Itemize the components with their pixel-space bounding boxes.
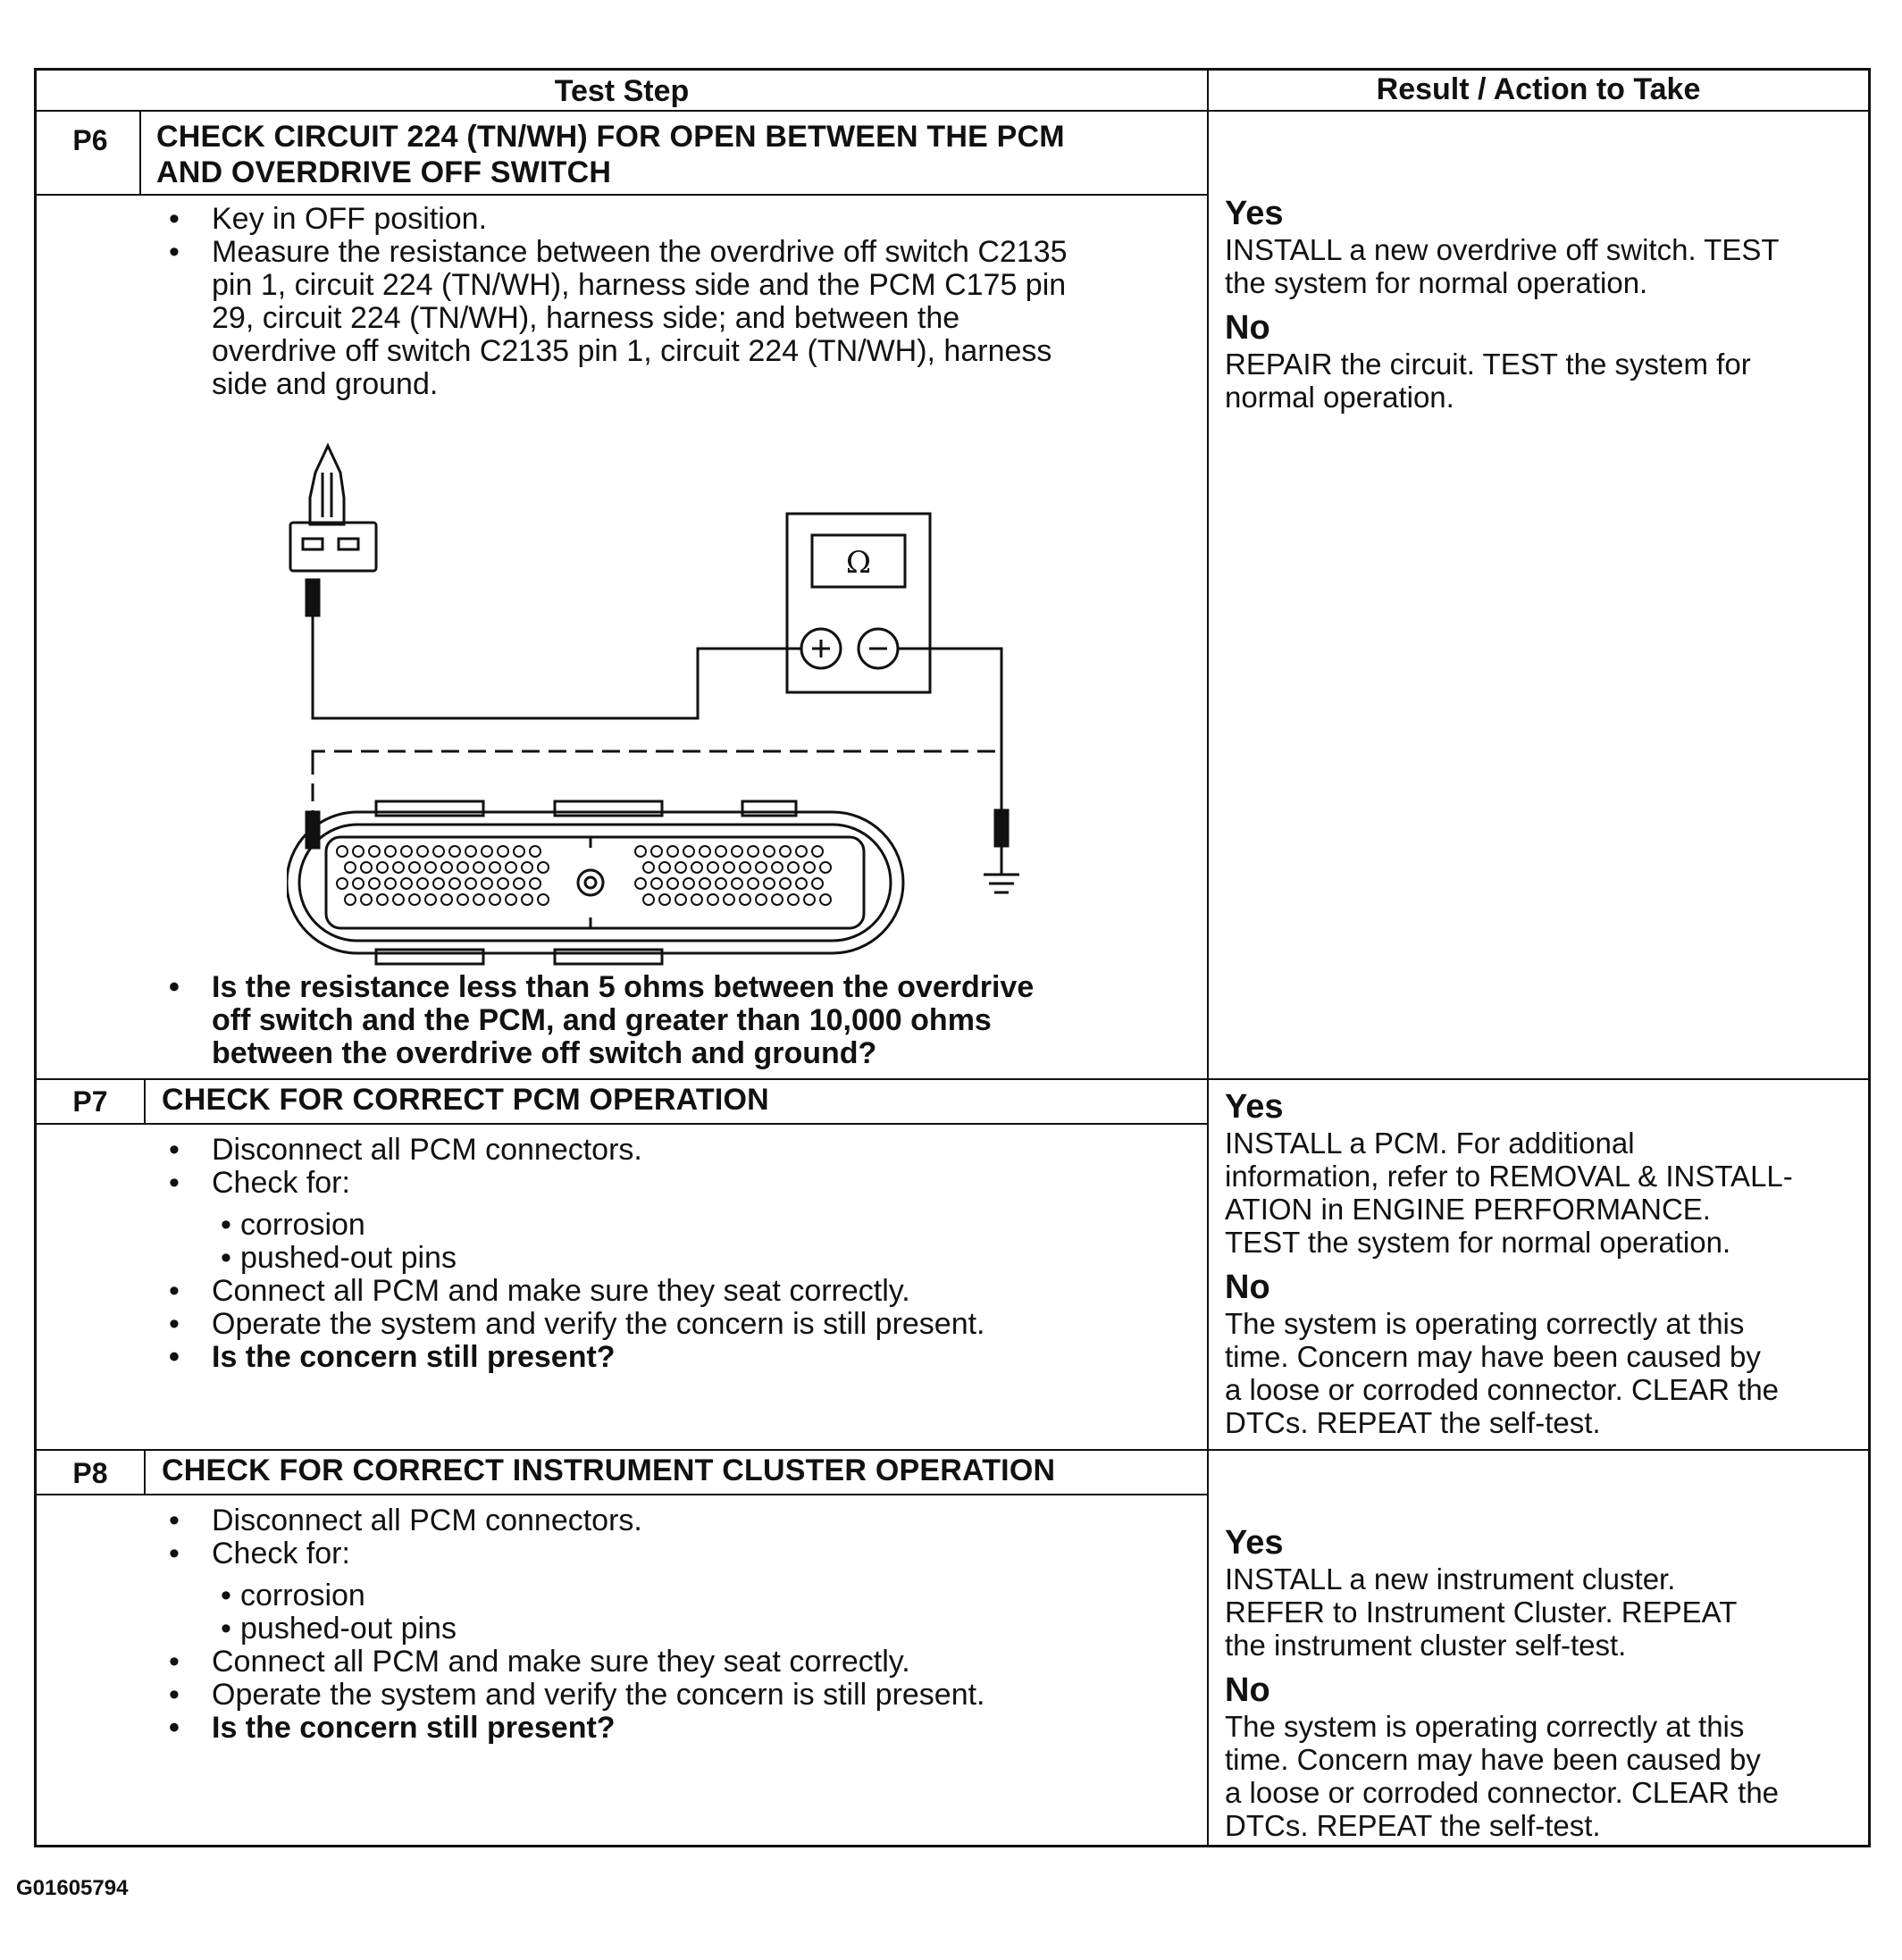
connector-pin xyxy=(796,878,807,889)
connector-pin xyxy=(473,894,484,905)
connector-pin xyxy=(708,894,718,905)
list-item: • pushed-out pins xyxy=(221,1612,457,1646)
connector-pin xyxy=(740,894,750,905)
connector-pin xyxy=(635,878,646,889)
connector-pin xyxy=(530,878,540,889)
list-item: overdrive off switch C2135 pin 1, circuit 224 (TN/WH), harness xyxy=(212,334,1052,368)
connector-pin xyxy=(393,862,404,873)
connector-pin xyxy=(385,878,396,889)
connector-pin xyxy=(498,846,508,857)
connector-pin xyxy=(409,862,420,873)
connector-pin xyxy=(659,862,670,873)
connector-pin xyxy=(538,862,549,873)
step-title-rule xyxy=(37,194,1207,196)
connector-pin xyxy=(361,862,372,873)
list-item: • Check for: xyxy=(169,1166,350,1200)
step-instructions-p7 xyxy=(162,1134,1198,1374)
connector-pin xyxy=(433,846,444,857)
step-id-p8: P8 xyxy=(72,1457,108,1489)
connector-pin xyxy=(425,862,436,873)
connector-pin xyxy=(514,878,524,889)
connector-pin xyxy=(530,846,540,857)
connector-pin xyxy=(441,894,452,905)
list-item: • Operate the system and verify the concern is still present. xyxy=(169,1678,985,1712)
step-id-p7: P7 xyxy=(72,1085,108,1118)
connector-pin xyxy=(377,894,388,905)
list-item: • Is the concern still present? xyxy=(169,1711,616,1745)
result-yes-text: INSTALL a new overdrive off switch. TEST the system for normal operation. xyxy=(1225,233,1780,299)
result-p6 xyxy=(1225,194,1868,423)
list-item: • pushed-out pins xyxy=(221,1241,457,1275)
list-item: side and ground. xyxy=(212,367,439,401)
connector-pin xyxy=(748,878,758,889)
list-item: pin 1, circuit 224 (TN/WH), harness side and the PCM C175 pin xyxy=(212,268,1067,302)
connector-pin xyxy=(457,862,468,873)
connector-pin xyxy=(449,846,460,857)
connector-pin xyxy=(716,878,726,889)
result-p8 xyxy=(1225,1523,1868,1851)
connector-pin xyxy=(345,862,356,873)
list-item: • Key in OFF position. xyxy=(169,202,488,236)
connector-pin xyxy=(337,846,348,857)
connector-pin xyxy=(369,846,380,857)
list-item: • Connect all PCM and make sure they seat correctly. xyxy=(169,1274,910,1308)
step-id-p6: P6 xyxy=(72,124,108,156)
connector-pin xyxy=(385,846,396,857)
connector-pin xyxy=(538,894,549,905)
header-result-action: Result / Action to Take xyxy=(1376,72,1701,106)
connector-pin xyxy=(820,894,831,905)
connector-pin xyxy=(369,878,380,889)
list-item: between the overdrive off switch and ground? xyxy=(212,1036,877,1070)
connector-pin xyxy=(401,878,412,889)
connector-pin xyxy=(675,862,686,873)
connector-pin xyxy=(353,878,364,889)
connector-pin xyxy=(724,862,734,873)
connector-pin xyxy=(482,878,492,889)
connector-pin xyxy=(788,894,799,905)
connector-pin xyxy=(700,846,710,857)
connector-pin xyxy=(361,894,372,905)
connector-pin xyxy=(449,878,460,889)
header-test-step: Test Step xyxy=(554,74,690,108)
connector-pin xyxy=(764,878,775,889)
list-item: off switch and the PCM, and greater than 10,000 ohms xyxy=(212,1003,992,1037)
connector-pin xyxy=(498,878,508,889)
connector-pin xyxy=(643,862,654,873)
connector-pin xyxy=(716,846,726,857)
connector-pin xyxy=(522,894,532,905)
document-id: G01605794 xyxy=(16,1876,129,1900)
list-item: • Disconnect all PCM connectors. xyxy=(169,1504,642,1537)
connector-pin xyxy=(441,862,452,873)
connector-pin xyxy=(482,846,492,857)
connector-pin xyxy=(635,846,646,857)
connector-pin xyxy=(804,862,815,873)
connector-pin xyxy=(417,878,428,889)
header-rule xyxy=(37,110,1868,112)
list-item: • corrosion xyxy=(221,1208,365,1242)
connector-pin xyxy=(651,878,662,889)
result-yes-label: Yes xyxy=(1225,1524,1284,1562)
step-title-p6 xyxy=(156,119,1065,190)
result-no-text: REPAIR the circuit. TEST the system for normal operation. xyxy=(1225,348,1751,414)
connector-pin xyxy=(337,878,348,889)
result-yes-text: INSTALL a PCM. For additional information, refer to REMOVAL & INSTALL- ATION in ENGINE PERFORMANCE. TEST the system for normal operation. xyxy=(1225,1127,1793,1259)
step-rule xyxy=(37,1449,1868,1451)
step-title-line: CHECK CIRCUIT 224 (TN/WH) FOR OPEN BETWEEN THE PCM xyxy=(156,120,1065,154)
connector-pin xyxy=(772,894,783,905)
connector-pin xyxy=(490,894,500,905)
list-item: • corrosion xyxy=(221,1579,365,1612)
result-p7 xyxy=(1225,1087,1868,1448)
step-title-rule xyxy=(37,1494,1207,1495)
resistance-test-diagram xyxy=(287,428,1037,982)
connector-pin xyxy=(724,894,734,905)
connector-pin xyxy=(514,846,524,857)
connector-pin xyxy=(683,846,694,857)
connector-pin xyxy=(667,846,678,857)
connector-pin xyxy=(764,846,775,857)
connector-pin xyxy=(683,878,694,889)
connector-pin xyxy=(345,894,356,905)
connector-pin xyxy=(417,846,428,857)
connector-pin xyxy=(433,878,444,889)
diagnostic-table xyxy=(34,68,1871,1847)
step-title-rule xyxy=(37,1123,1207,1125)
connector-pin xyxy=(748,846,758,857)
connector-pin xyxy=(522,862,532,873)
connector-pin xyxy=(393,894,404,905)
list-item: 29, circuit 224 (TN/WH), harness side; and between the xyxy=(212,301,960,335)
ground-icon xyxy=(984,810,1019,892)
connector-pin xyxy=(659,894,670,905)
step-question-p6 xyxy=(162,971,1198,1070)
step-id-divider xyxy=(144,1078,146,1123)
result-yes-label: Yes xyxy=(1225,1088,1284,1126)
connector-pin xyxy=(643,894,654,905)
connector-pin xyxy=(804,894,815,905)
connector-pin xyxy=(667,878,678,889)
connector-pin xyxy=(732,846,742,857)
list-item: • Operate the system and verify the concern is still present. xyxy=(169,1307,985,1341)
connector-pin xyxy=(377,862,388,873)
pcm-pin-array xyxy=(337,846,831,905)
connector-pin xyxy=(700,878,710,889)
list-item: • Is the concern still present? xyxy=(169,1340,616,1374)
connector-pin xyxy=(457,894,468,905)
connector-pin xyxy=(506,862,516,873)
list-item: • Check for: xyxy=(169,1537,350,1571)
step-title-p7: CHECK FOR CORRECT PCM OPERATION xyxy=(162,1083,769,1117)
step-instructions-p6 xyxy=(162,203,1198,401)
connector-pin xyxy=(756,862,767,873)
ohmmeter-icon xyxy=(787,514,930,692)
connector-pin xyxy=(490,862,500,873)
step-id-divider xyxy=(144,1449,146,1494)
connector-pin xyxy=(651,846,662,857)
list-item: • Is the resistance less than 5 ohms between the overdrive xyxy=(169,970,1035,1004)
connector-pin xyxy=(732,878,742,889)
step-title-line: AND OVERDRIVE OFF SWITCH xyxy=(156,155,612,189)
connector-pin xyxy=(820,862,831,873)
connector-pin xyxy=(812,846,823,857)
result-no-text: The system is operating correctly at this time. Concern may have been caused by a loose or corroded connector. CLEAR the DTCs. REPEAT the self-test. xyxy=(1225,1710,1780,1842)
result-no-label: No xyxy=(1225,309,1270,347)
connector-pin xyxy=(465,878,476,889)
connector-pin xyxy=(740,862,750,873)
connector-pin xyxy=(409,894,420,905)
connector-pin xyxy=(473,862,484,873)
connector-pin xyxy=(780,878,791,889)
connector-pin xyxy=(691,862,702,873)
list-item: • Disconnect all PCM connectors. xyxy=(169,1133,642,1167)
connector-pin xyxy=(353,846,364,857)
connector-pin xyxy=(691,894,702,905)
connector-pin xyxy=(401,846,412,857)
connector-pin xyxy=(708,862,718,873)
result-no-text: The system is operating correctly at this time. Concern may have been caused by a loose or corroded connector. CLEAR the DTCs. REPEAT the self-test. xyxy=(1225,1307,1780,1439)
connector-pin xyxy=(772,862,783,873)
connector-pin xyxy=(780,846,791,857)
connector-pin xyxy=(506,894,516,905)
overdrive-off-switch-connector-icon xyxy=(290,446,376,616)
result-yes-label: Yes xyxy=(1225,195,1284,232)
result-no-label: No xyxy=(1225,1269,1270,1306)
connector-pin xyxy=(465,846,476,857)
column-divider xyxy=(1207,71,1209,1845)
list-item: • Connect all PCM and make sure they seat correctly. xyxy=(169,1645,910,1679)
step-title-p8: CHECK FOR CORRECT INSTRUMENT CLUSTER OPERATION xyxy=(162,1453,1056,1487)
connector-pin xyxy=(812,878,823,889)
result-yes-text: INSTALL a new instrument cluster. REFER to Instrument Cluster. REPEAT the instrument cluster self-test. xyxy=(1225,1562,1738,1662)
list-item: • Measure the resistance between the overdrive off switch C2135 xyxy=(169,235,1068,269)
step-instructions-p8 xyxy=(162,1504,1198,1745)
connector-pin xyxy=(756,894,767,905)
result-no-label: No xyxy=(1225,1671,1270,1709)
ohm-symbol: Ω xyxy=(845,545,872,581)
connector-pin xyxy=(796,846,807,857)
connector-pin xyxy=(425,894,436,905)
connector-pin xyxy=(675,894,686,905)
connector-pin xyxy=(788,862,799,873)
step-rule xyxy=(37,1078,1868,1080)
